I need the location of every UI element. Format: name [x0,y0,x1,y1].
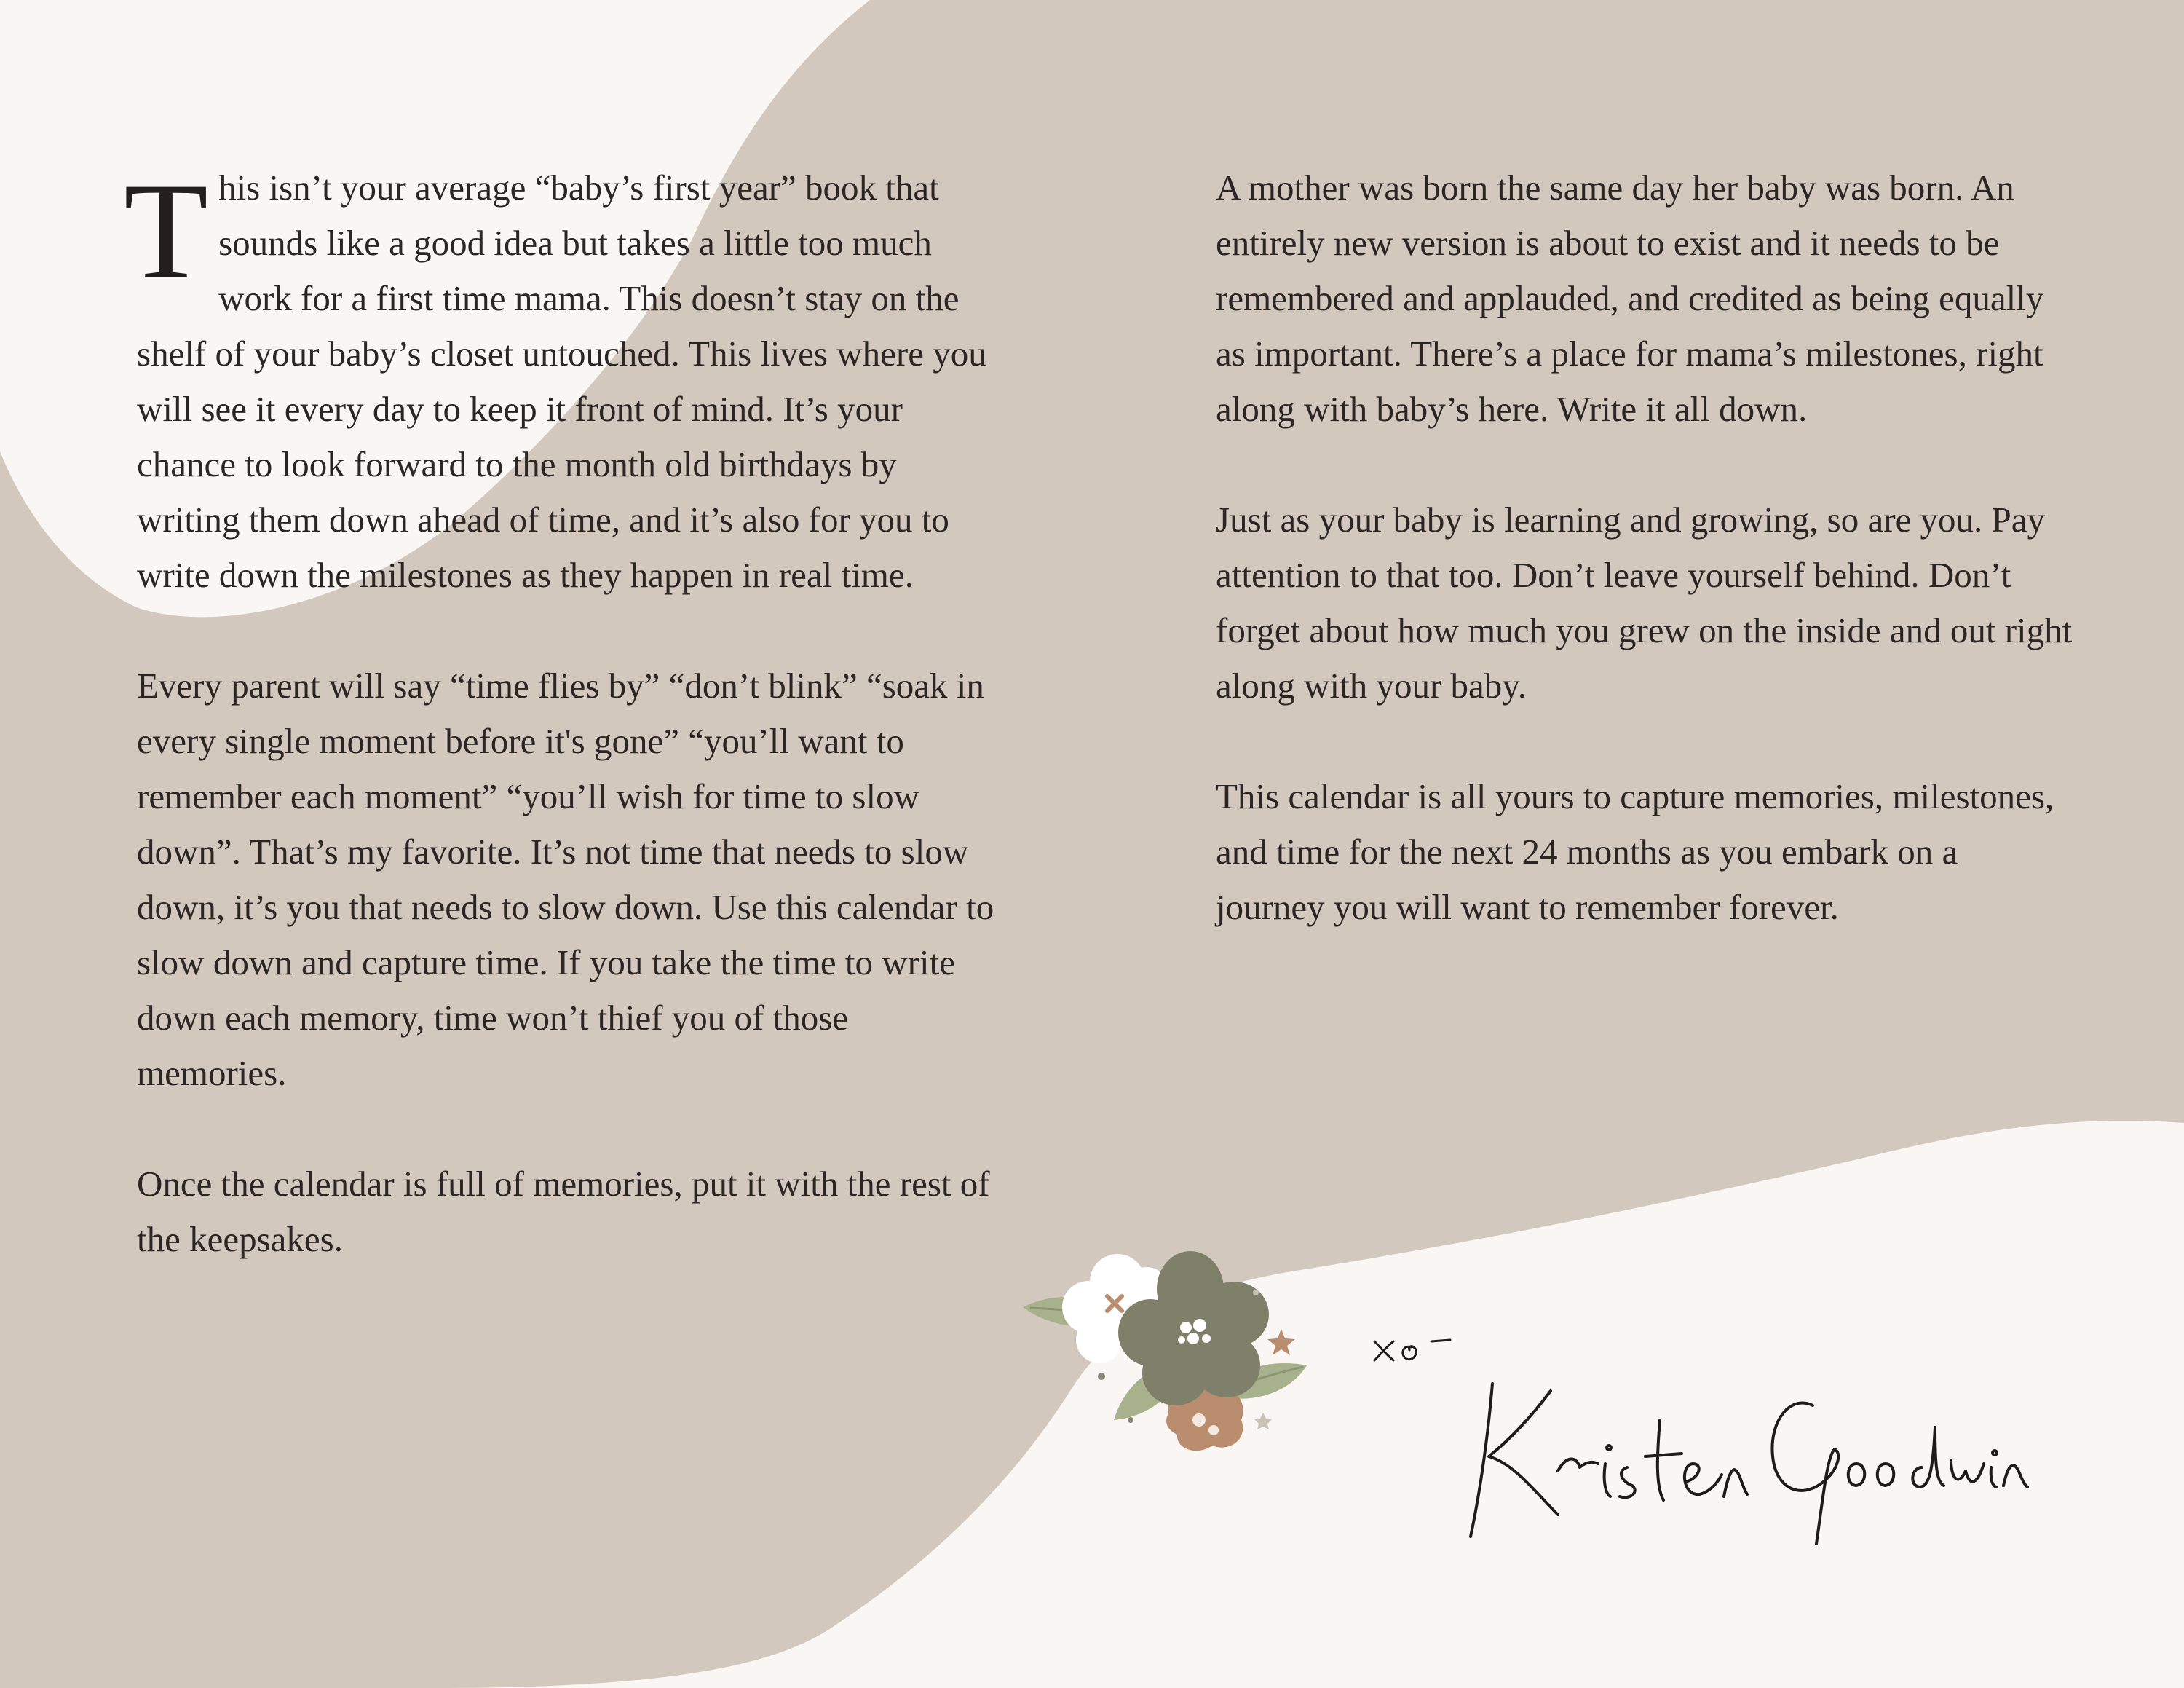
drop-cap-letter: T [124,155,209,308]
handwritten-signature [1449,1362,2031,1551]
growing-paragraph: Just as your baby is learning and growing, so are you. Pay attention to that too. Don’t leave yourself behind. Don’t forget about how much you grew on the inside and out right along with your baby. [1216,500,2073,706]
keepsakes-paragraph: Once the calendar is full of memories, put it with the rest of the keepsakes. [137,1164,990,1259]
right-text-column [1216,160,2075,935]
intro-paragraph [124,155,996,603]
time-flies-paragraph: Every parent will say “time flies by” “don’t blink” “soak in every single moment before it's gone” “you’ll want to remember each moment” “you’ll wish for time to slow down”. That’s my favorite. It’s not time that needs to slow down, it’s you that needs to slow down. Use this calendar to slow down and capture time. If you take the time to write down each memory, time won’t thief you of those memories. [137,666,994,1093]
intro-paragraph-text: his isn’t your average “baby’s first year” book that sounds like a good idea but takes a little too much work for a first time mama. This doesn’t stay on the shelf of your baby’s closet untouched. This lives where you will see it every day to keep it front of mind. It’s your chance to look forward to the month old birthdays by writing them down ahead of time, and it’s also for you to write down the milestones as they happen in real time. [137,167,986,595]
mother-born-paragraph: A mother was born the same day her baby was born. An entirely new version is about to exist and it needs to be remembered and applauded, and credited as being equally as important. There’s a place for mama’s milestones, right along with baby’s here. Write it all down. [1216,167,2044,429]
flower-bouquet-icon [1008,1238,1329,1471]
signature-closing [1369,1325,1456,1369]
calendar-paragraph: This calendar is all yours to capture memories, milestones, and time for the next 24 months as you embark on a journey you will want to remember forever. [1216,776,2054,927]
left-text-column [124,155,996,1267]
